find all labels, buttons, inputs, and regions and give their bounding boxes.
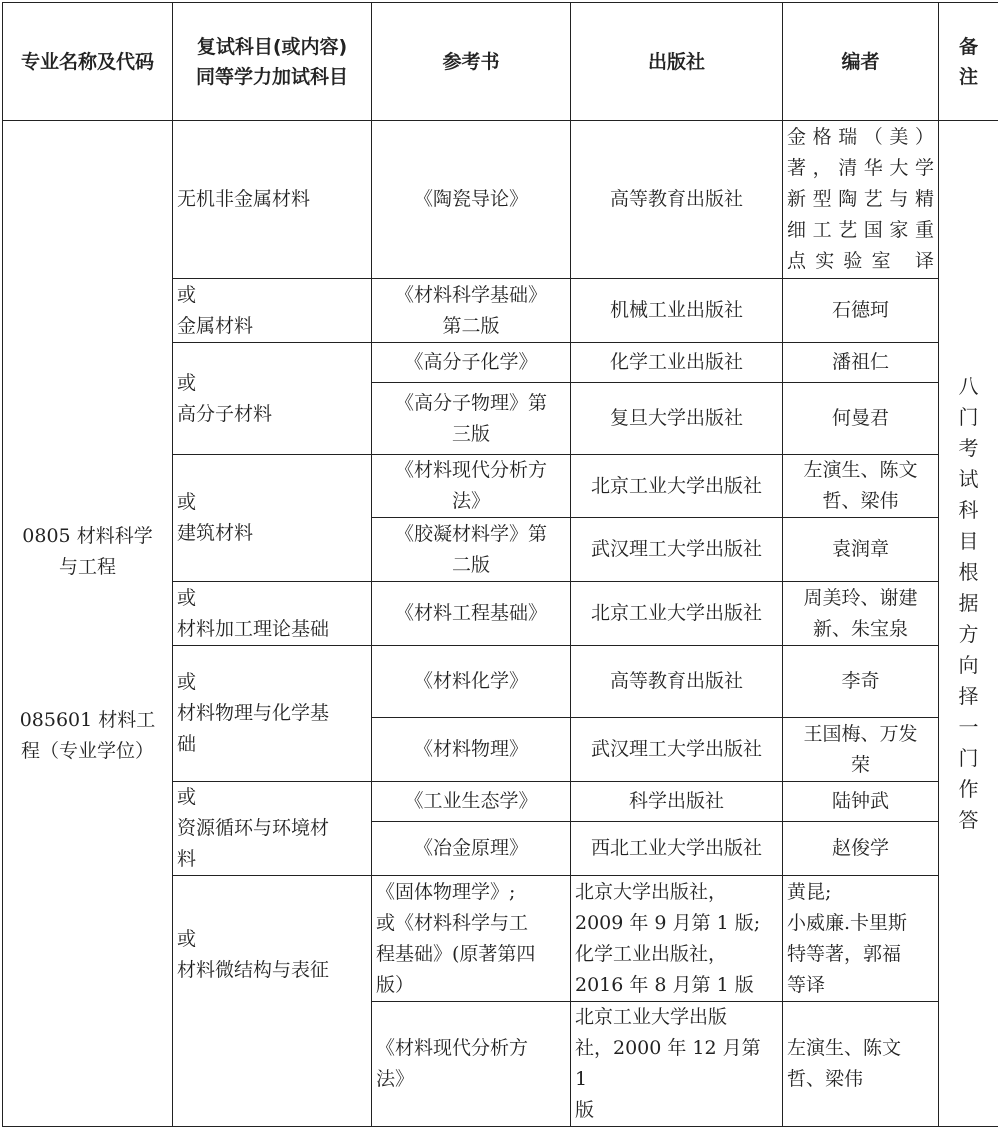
header-remark: 备 注 [939, 3, 998, 121]
author-cell: 王国梅、万发 荣 [783, 718, 939, 782]
author-cell: 赵俊学 [783, 822, 939, 876]
publisher-cell: 复旦大学出版社 [571, 383, 783, 455]
author-cell: 石德珂 [783, 279, 939, 343]
subject-building: 或 建筑材料 [173, 455, 372, 582]
header-major: 专业名称及代码 [3, 3, 173, 121]
publisher-cell: 化学工业出版社 [571, 343, 783, 383]
author-cell: 左演生、陈文 哲、梁伟 [783, 1002, 939, 1127]
subject-microstructure: 或 材料微结构与表征 [173, 876, 372, 1127]
author-cell: 陆钟武 [783, 782, 939, 822]
book-cell: 《高分子化学》 [372, 343, 571, 383]
publisher-cell: 北京工业大学出版 社，2000 年 12 月第 1 版 [571, 1002, 783, 1127]
publisher-cell: 北京工业大学出版社 [571, 582, 783, 646]
author-cell: 李奇 [783, 646, 939, 718]
book-cell: 《工业生态学》 [372, 782, 571, 822]
publisher-cell: 武汉理工大学出版社 [571, 518, 783, 582]
publisher-cell: 高等教育出版社 [571, 121, 783, 279]
author-cell: 潘祖仁 [783, 343, 939, 383]
header-subject: 复试科目(或内容) 同等学力加试科目 [173, 3, 372, 121]
subject-physics-chemistry: 或 材料物理与化学基 础 [173, 646, 372, 782]
publisher-cell: 西北工业大学出版社 [571, 822, 783, 876]
header-row [3, 3, 998, 121]
subject-metal: 或 金属材料 [173, 279, 372, 343]
author-cell: 何曼君 [783, 383, 939, 455]
book-cell: 《固体物理学》; 或《材料科学与工 程基础》(原著第四 版） [372, 876, 571, 1002]
author-cell: 黄昆; 小威廉.卡里斯 特等著，郭福 等译 [783, 876, 939, 1002]
book-cell: 《陶瓷导论》 [372, 121, 571, 279]
book-cell: 《高分子物理》第 三版 [372, 383, 571, 455]
book-cell: 《胶凝材料学》第 二版 [372, 518, 571, 582]
book-cell: 《冶金原理》 [372, 822, 571, 876]
reference-book-table [2, 2, 998, 1127]
major-code-materials-engineering: 085601 材料工 程（专业学位） [7, 705, 168, 767]
major-cell [3, 121, 173, 1127]
header-author: 编者 [783, 3, 939, 121]
subject-inorganic: 无机非金属材料 [173, 121, 372, 279]
subject-recycling: 或 资源循环与环境材 料 [173, 782, 372, 876]
header-publisher: 出版社 [571, 3, 783, 121]
remark-cell: 八 门 考 试 科 目 根 据 方 向 择 一 门 作 答 [939, 121, 998, 1127]
author-cell: 左演生、陈文 哲、梁伟 [783, 455, 939, 518]
publisher-cell: 机械工业出版社 [571, 279, 783, 343]
major-gap [7, 614, 168, 674]
publisher-cell: 高等教育出版社 [571, 646, 783, 718]
book-cell: 《材料科学基础》 第二版 [372, 279, 571, 343]
book-cell: 《材料工程基础》 [372, 582, 571, 646]
publisher-cell: 北京工业大学出版社 [571, 455, 783, 518]
table-row [3, 121, 998, 279]
author-cell: 金格瑞（美） 著，清华大学 新型陶艺与精 细工艺国家重 点实验室 译 [783, 121, 939, 279]
publisher-cell: 北京大学出版社， 2009 年 9 月第 1 版; 化学工业出版社， 2016 年 8 月第 1 版 [571, 876, 783, 1002]
book-cell: 《材料物理》 [372, 718, 571, 782]
header-book: 参考书 [372, 3, 571, 121]
subject-processing: 或 材料加工理论基础 [173, 582, 372, 646]
subject-polymer: 或 高分子材料 [173, 343, 372, 455]
author-cell: 周美玲、谢建 新、朱宝泉 [783, 582, 939, 646]
publisher-cell: 科学出版社 [571, 782, 783, 822]
major-code-materials-science: 0805 材料科学 与工程 [7, 521, 168, 583]
book-cell: 《材料现代分析方 法》 [372, 1002, 571, 1127]
author-cell: 袁润章 [783, 518, 939, 582]
publisher-cell: 武汉理工大学出版社 [571, 718, 783, 782]
book-cell: 《材料化学》 [372, 646, 571, 718]
book-cell: 《材料现代分析方 法》 [372, 455, 571, 518]
